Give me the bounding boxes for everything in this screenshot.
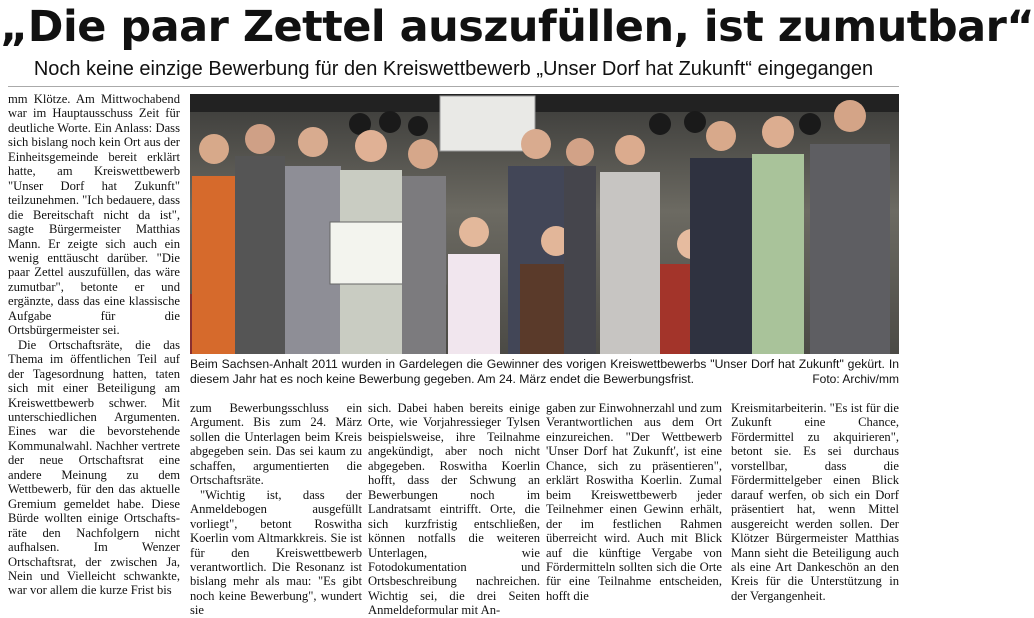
paragraph: mm Klötze. Am Mittwochabend war im Hauptausschuss Zeit für deutliche Worte. Ein Anlass: Dass sich bislang noch kein Ort aus der Einheitsgemeinde bereit erklärt hatte, am Kreiswettbewerb "Unser Dorf hat Zukunft" teilzunehmen. "Ich bedauere, dass die Bereitschaft nicht da ist", sagte Bürgermeister Matthias Mann. Er zeigte sich auch ein wenig enttäuscht darüber. "Die paar Zettel auszufüllen, das wäre zumutbar", betonte er und ergänzte, dass das eine klassische Aufgabe für die Ortsbürgermeister sei. — [8, 92, 180, 338]
paragraph: gaben zur Einwohnerzahl und zum Verantwortlichen aus dem Ort einzureichen. "Der Wettbewerb 'Unser Dorf hat Zukunft', ist eine Chance, sich zu präsentieren", erklärt Roswitha Koerlin. Zumal beim Kreiswettbewerb jeder Teilnehmer einen Gewinn erhält, der im festlichen Rahmen überreicht wird. Auch mit Blick auf die künftige Vergabe von Fördermitteln sollten sich die Orte für eine Teilnahme entscheiden, hofft die — [546, 401, 722, 603]
paragraph: sich. Dabei haben bereits einige Orte, wie Vorjahressieger Tylsen beispielsweise, ihre Teilnahme angekündigt, aber noch nicht abgegeben. Roswitha Koerlin hofft, dass der Schwung an Bewerbungen noch im Landratsamt eintrifft. Orte, die sich kurzfristig entschließen, können notfalls die weiteren Unterlagen, wie Fotodokumentation und Ortsbeschreibung nachreichen. Wichtig sei, die drei Seiten Anmeldeformular mit An- — [368, 401, 540, 618]
photo-caption: Beim Sachsen-Anhalt 2011 wurden in Gardelegen die Gewinner des vorigen Kreiswettbewerbs "Unser Dorf hat Zukunft" gekürt. In diesem Jahr hat es noch keine Bewerbung gegeben. Am 24. März endet die Bewerbungsfrist. — [190, 357, 899, 386]
photo-credit: Foto: Archiv/mm — [812, 372, 899, 386]
paragraph: Kreismitarbeiterin. "Es ist für die Zukunft eine Chance, Fördermittel zu akquirieren", betont sie. Es sei durchaus vorstellbar, dass die Fördermittelgeber einen Blick darauf werfen, ob sich ein Dorf präsentiert hat, wenn Mittel ausgereicht werden sollen. Der Klötzer Bürgermeister Matthias Mann sieht die Beteiligung auch als eine Art Dankeschön an den Kreis für die Unterstützung in der Vergangenheit. — [731, 401, 899, 603]
text-column-1 — [8, 92, 180, 600]
paragraph: zum Bewerbungsschluss ein Argument. Bis zum 24. März sollen die Unterlagen beim Kreis abgegeben sein. Das sei kaum zu schaffen, argumentierten die Ortschaftsräte. — [190, 401, 362, 488]
text-column-5 — [731, 401, 899, 603]
article-headline: „Die paar Zettel auszufüllen, ist zumutbar“ — [0, 2, 1034, 52]
text-column-2 — [190, 401, 362, 618]
header-divider — [8, 86, 899, 87]
paragraph: Die Ortschaftsräte, die das Thema im öffentlichen Teil auf der Tagesordnung hatten, taten sich mit einer Beteiligung am Kreiswettbewerb schwer. Mit unterschiedlichen Argumenten. Eines war die bevorstehende Kommunalwahl. Nachher vertrete der neue Ortschaftsrat eine andere Meinung zu dem Wettbewerb, für den das aktuelle Gremium gemeldet habe. Diese Bürde wollten einige Ortschaftsräte den Nachfolgern nicht aufhalsen. Im Wenzer Ortschaftsrat, der zwischen Ja, Nein und Vielleicht schwankte, war vor allem die kurze Frist bis — [8, 337, 180, 598]
paragraph: "Wichtig ist, dass der Anmeldebogen ausgefüllt vorliegt", betont Roswitha Koerlin vom Altmarkkreis. Sie ist für den Kreiswettbewerb verantwortlich. Die Resonanz ist bislang mehr als mau: "Es gibt noch keine Bewerbung", wundert sie — [190, 487, 362, 618]
text-column-3 — [368, 401, 540, 618]
article-subheadline: Noch keine einzige Bewerbung für den Kreiswettbewerb „Unser Dorf hat Zukunft“ eingegangen — [33, 58, 874, 80]
award-ceremony-photo — [190, 94, 899, 354]
text-column-4 — [546, 401, 722, 603]
